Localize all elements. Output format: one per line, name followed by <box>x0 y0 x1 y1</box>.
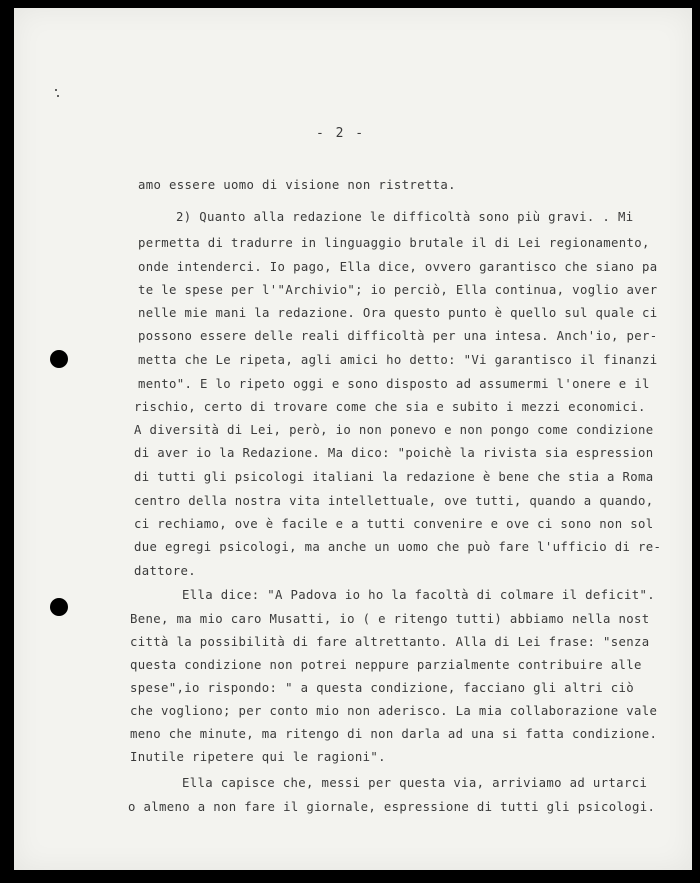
text-line: te le spese per l'"Archivio"; io perciò, Ella continua, voglio aver <box>138 283 658 297</box>
text-line: spese",io rispondo: " a questa condizione, facciano gli altri ciò <box>130 681 634 695</box>
text-line: metta che Le ripeta, agli amici ho detto: "Vi garantisco il finanzi <box>138 353 658 367</box>
page-number: - 2 - <box>316 126 366 141</box>
text-line: meno che minute, ma ritengo di non darla ad una si fatta condizione. <box>130 727 658 741</box>
text-line: ci rechiamo, ove è facile e a tutti convenire e ove ci sono non sol <box>134 517 654 531</box>
text-line: Bene, ma mio caro Musatti, io ( e ritengo tutti) abbiamo nella nost <box>130 612 650 626</box>
text-line: onde intenderci. Io pago, Ella dice, ovvero garantisco che siano pa <box>138 260 658 274</box>
text-line: due egregi psicologi, ma anche un uomo che può fare l'ufficio di re- <box>134 540 662 554</box>
text-line: di aver io la Redazione. Ma dico: "poichè la rivista sia espression <box>134 446 654 460</box>
text-line: che vogliono; per conto mio non aderisco. La mia collaborazione vale <box>130 704 658 718</box>
text-line: Inutile ripetere qui le ragioni". <box>130 750 386 764</box>
text-line: o almeno a non fare il giornale, espressione di tutti gli psicologi. <box>128 800 656 814</box>
text-line: amo essere uomo di visione non ristretta. <box>138 178 456 192</box>
text-line: rischio, certo di trovare come che sia e subito i mezzi economici. <box>134 400 646 414</box>
text-line: dattore. <box>134 564 197 578</box>
text-line: centro della nostra vita intellettuale, ove tutti, quando a quando, <box>134 494 654 508</box>
text-line: di tutti gli psicologi italiani la redazione è bene che stia a Roma <box>134 470 654 484</box>
text-line: 2) Quanto alla redazione le difficoltà sono più gravi. . Mi <box>176 210 634 224</box>
text-line: città la possibilità di fare altrettanto. Alla di Lei frase: "senza <box>130 635 650 649</box>
text-line: questa condizione non potrei neppure parzialmente contribuire alle <box>130 658 642 672</box>
text-line: possono essere delle reali difficoltà per una intesa. Anch'io, per- <box>138 329 658 343</box>
text-line: Ella capisce che, messi per questa via, arriviamo ad urtarci <box>182 776 648 790</box>
text-line: A diversità di Lei, però, io non ponevo e non pongo come condizione <box>134 423 654 437</box>
text-line: nelle mie mani la redazione. Ora questo punto è quello sul quale ci <box>138 306 658 320</box>
text-line: Ella dice: "A Padova io ho la facoltà di colmare il deficit". <box>182 588 655 602</box>
text-line: permetta di tradurre in linguaggio brutale il di Lei regionamento, <box>138 236 650 250</box>
text-line: mento". E lo ripeto oggi e sono disposto ad assumermi l'onere e il <box>138 377 650 391</box>
